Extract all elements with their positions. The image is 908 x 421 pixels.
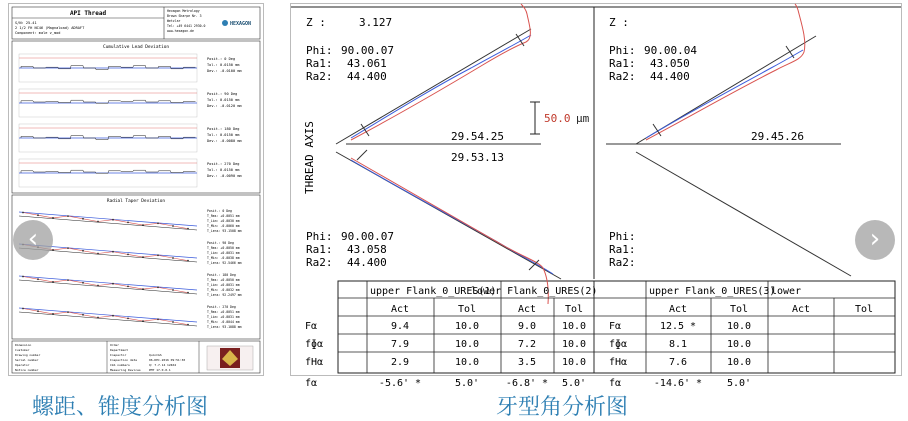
taper-label: T_Min: -0.0060 mm [207,224,240,228]
taper-label: T_Lim: +0.0031 mm [207,251,240,255]
footer-left-label: Serial number [15,358,39,362]
footer-mid-label: Inspection date [110,358,138,362]
footer-mid-label: CGS numbers [110,363,130,367]
phi-value-right-top: 90.00.04 [644,44,697,57]
footer-mid-label: Measuring Devices [110,368,141,372]
phi-label-right-bottom: Phi: [609,230,636,243]
phi-value-left-top: 90.00.07 [341,44,394,57]
taper-label: Posit.: 0 Deg [207,209,232,213]
flank-angle-upper-left: 29.54.25 [451,130,504,143]
taper-label: Posit.: 180 Deg [207,273,236,277]
taper-label: T_Lim: +0.0030 mm [207,219,240,223]
taper-label: T_Lens: 93.1088 mm [207,325,242,329]
taper-label: T_Lens: 92.2497 mm [207,293,242,297]
taper-label: Posit.: 270 Deg [207,305,236,309]
ra1-label-left-bottom: Ra1: [306,243,333,256]
row-label: fα [609,378,622,389]
scale-value: 50.0 [544,112,571,125]
lower-flank-nominal-line-2 [636,152,851,276]
footer-mid-value: 06-DEC-2016 09:51:30 [149,358,186,362]
z-value-left: 3.127 [359,16,393,29]
flank-angle-report-drawing [291,4,901,389]
footer-left-label: Customer [15,348,30,352]
flank-angle-upper-right: 29.45.26 [751,130,804,143]
taper-label: T_Rms: +0.0051 mm [207,310,240,314]
taper-label: T_Lens: 92.5466 mm [207,261,242,265]
ra2-value-left-bottom: 44.400 [347,256,387,269]
table-cell: 2.9 [390,357,410,368]
footer-left-label: Notice number [15,368,39,372]
footer-mid-label: Inspector [110,353,127,357]
col-tol: Tol [457,304,477,315]
taper-label: T_Rms: +0.0050 mm [207,246,240,250]
ra1-value-right-top: 43.050 [650,57,690,70]
table-cell: 10.0 [726,321,752,332]
lead-label: Posit.: 0 Deg [207,57,236,61]
ra2-label-right-top: Ra2: [609,70,636,83]
table-cell: 3.5 [517,357,537,368]
table-cell: 7.9 [390,339,410,350]
lead-label: Tol.: 0.0150 mm [207,98,240,102]
row-label: fHα [305,357,324,368]
taper-label: T_Min: -0.0038 mm [207,256,240,260]
col-act: Act [668,304,688,315]
footer-left-label: Dimension [15,343,32,347]
z-label-left: Z : [306,16,326,29]
lead-label: Tol.: 0.0150 mm [207,168,240,172]
row-label: Fα [609,321,622,332]
table-cell: 10.0 [726,357,752,368]
hexagon-logo-icon [222,20,228,26]
table-group-upper-left: upper Flank_0_URES(1) [370,286,497,297]
taper-label: Posit.: 90 Deg [207,241,234,245]
flank-angle-lower-left: 29.53.13 [451,151,504,164]
table-cell: 5.0' [561,378,587,389]
footer-mid-label: Order [110,343,120,347]
ra2-value-right-top: 44.400 [650,70,690,83]
company-line-2: Brown Sharpe Nr. 3 [167,14,202,18]
lead-label: Dev.: -0.0120 mm [207,104,242,108]
table-cell: 12.5 * [659,321,697,332]
footer-mid-label: Department [110,348,129,352]
z-label-right: Z : [609,16,629,29]
lead-label: Tol.: 0.0150 mm [207,63,240,67]
ra2-label-left-top: Ra2: [306,70,333,83]
taper-label: T_Rms: +0.0050 mm [207,278,240,282]
phi-label-left-bottom: Phi: [306,230,333,243]
lead-taper-report-drawing [9,4,263,375]
table-cell: -14.6' * [653,378,703,389]
ra2-value-left-top: 44.400 [347,70,387,83]
lead-label: Tol.: 0.0150 mm [207,133,240,137]
lead-label: Dev.: -0.0100 mm [207,69,242,73]
ra1-label-right-bottom: Ra1: [609,243,636,256]
table-group-lower-left: lower Flank_0_URES(2) [471,286,598,297]
taper-label: T_Rms: +0.0051 mm [207,214,240,218]
caption-lead-taper: 螺距、锥度分析图 [32,395,209,420]
footer-left-label: Operator [15,363,30,367]
table-cell: 10.0 [561,339,587,350]
table-cell: 10.0 [454,339,480,350]
footer-mid-value: QuinCGS [149,353,162,357]
col-act: Act [791,304,811,315]
lead-label: Dev.: -0.0080 mm [207,139,242,143]
table-cell: 9.4 [390,321,410,332]
taper-label: T_Min: -0.0032 mm [207,288,240,292]
taper-label: T_Lens: 93.1508 mm [207,229,242,233]
col-tol: Tol [564,304,584,315]
lead-label: Posit.: 180 Deg [207,127,240,131]
col-tol: Tol [854,304,874,315]
ra1-value-left-bottom: 43.058 [347,243,387,256]
col-tol: Tol [729,304,749,315]
thread-axis-label: THREAD AXIS [303,121,316,194]
lead-label: Dev.: -0.0090 mm [207,174,242,178]
taper-section-title: Radial Taper Deviation [106,199,166,204]
phi-label-right-top: Phi: [609,44,636,57]
ra2-label-left-bottom: Ra2: [306,256,333,269]
lead-label: Posit.: 90 Deg [207,92,238,96]
row-label: Fα [305,321,318,332]
footer-left-label: Drawing number [15,353,41,357]
taper-label: T_Min: -0.0044 mm [207,320,240,324]
prev-slide-button[interactable]: ‹ [13,220,53,260]
lead-label: Posit.: 270 Deg [207,162,240,166]
table-group-upper-right: upper Flank_0_URES(3) [649,286,776,297]
taper-label: T_Lim: +0.0031 mm [207,315,240,319]
table-cell: 5.0' [726,378,752,389]
table-cell: 10.0 [561,357,587,368]
header-line-2: 2 1/2 FH NC46 (Magnaload) ADRAFT [15,26,85,30]
table-cell: 10.0 [561,321,587,332]
phi-value-left-bottom: 90.00.07 [341,230,394,243]
caption-flank-angle: 牙型角分析图 [496,395,629,420]
next-slide-button[interactable]: › [855,220,895,260]
table-cell: 10.0 [454,321,480,332]
report-title: API Thread [69,10,107,17]
phi-label-left-top: Phi: [306,44,333,57]
row-label: fɸα [609,339,628,350]
lead-section-title: Cumulative Lead Deviation [102,45,170,50]
taper-label: T_Lim: +0.0031 mm [207,283,240,287]
table-cell: 5.0' [454,378,480,389]
table-cell: 9.0 [517,321,537,332]
table-cell: 7.2 [517,339,537,350]
ra1-label-left-top: Ra1: [306,57,333,70]
company-line-3: Wetzlar [167,19,181,23]
company-line-4: Tel: +49 6441 2930-0 [167,24,206,28]
col-act: Act [390,304,410,315]
table-group-lower-right: lower [771,286,802,297]
ra1-label-right-top: Ra1: [609,57,636,70]
flank-angle-report [290,3,902,389]
row-label: fɸα [305,339,324,350]
ra2-label-right-bottom: Ra2: [609,256,636,269]
header-line-1: S/N: 25-41 [15,21,37,25]
ra1-value-left-top: 43.061 [347,57,387,70]
table-cell: 7.6 [668,357,688,368]
hexagon-logo: HEXAGON [230,21,252,27]
row-label: fα [305,378,318,389]
scale-unit: μm [576,112,590,125]
company-line-5: www.hexagon.de [167,29,194,33]
table-cell: -6.8' * [505,378,549,389]
row-label: fHα [609,357,628,368]
table-cell: -5.6' * [378,378,422,389]
lead-taper-report [8,3,264,376]
col-act: Act [517,304,537,315]
table-cell: 8.1 [668,339,688,350]
table-cell: 10.0 [454,357,480,368]
table-cell: 10.0 [726,339,752,350]
footer-mid-value: PMT 17.0.0.1 [149,368,171,372]
company-line-1: Hexagon Metrology [167,9,200,13]
footer-mid-value: Q: 7.7.14 12464 [149,363,177,367]
header-line-3: Component: male v_mod [15,31,61,35]
